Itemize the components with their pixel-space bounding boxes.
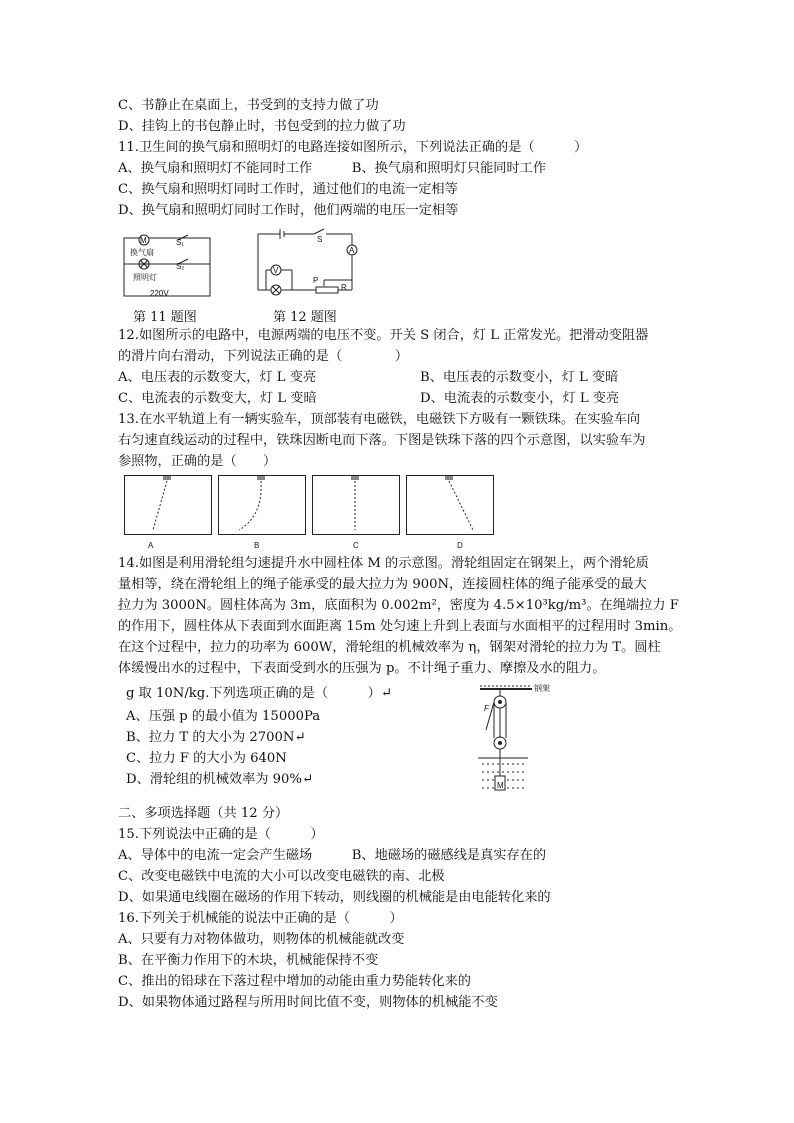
q11-option-c: C、换气扇和照明灯同时工作时，通过他们的电流一定相等 — [118, 182, 458, 197]
q14-stem-7: g 取 10N/kg.下列选项正确的是（ ）↵ — [126, 686, 392, 701]
q16-stem: 16.下列关于机械能的说法中正确的是（ ） — [118, 911, 403, 926]
q15-options-ab: A、导体中的电流一定会产生磁场 B、地磁场的磁感线是真实存在的 — [118, 848, 547, 863]
q12-option-b: B、电压表的示数变小，灯 L 变暗 — [420, 370, 619, 385]
q13-stem-1: 13.在水平轨道上有一辆实验车，顶部装有电磁铁，电磁铁下方吸有一颗铁珠。在实验车向 — [118, 412, 641, 427]
q10-option-c: C、书静止在桌面上，书受到的支持力做了功 — [118, 98, 379, 113]
q14-stem-2: 量相等，绕在滑轮组上的绳子能承受的最大拉力为 900N，连接圆柱体的绳子能承受的最大 — [118, 577, 647, 592]
q14-stem-3: 拉力为 3000N。圆柱体高为 3m，底面积为 0.002m²，密度为 4.5×10³kg/m³。在绳端拉力 F — [118, 598, 679, 613]
slider-p-label: P — [313, 276, 319, 285]
q13-stem-3: 参照物，正确的是（ ） — [118, 454, 277, 469]
q14-option-d: D、滑轮组的机械效率为 90%↵ — [126, 772, 314, 787]
fig13-panel-b — [218, 475, 306, 535]
q12-stem-2: 的滑片向右滑动，下列说法正确的是（ ） — [118, 349, 409, 364]
fig13-label-b: B — [254, 541, 260, 550]
q12-option-a: A、电压表的示数变大，灯 L 变亮 — [118, 370, 317, 385]
q15-stem: 15.下列说法中正确的是（ ） — [118, 827, 324, 842]
q11-stem: 11.卫生间的换气扇和照明灯的电路连接如图所示，下列说法正确的是（ ） — [118, 140, 588, 155]
ammeter-label: A — [349, 246, 355, 255]
section-2-heading: 二、多项选择题（共 12 分） — [118, 806, 289, 821]
fig13-panel-a — [124, 475, 212, 535]
q15-option-c: C、改变电磁铁中电流的大小可以改变电磁铁的南、北极 — [118, 869, 445, 884]
q14-stem-6: 体缓慢出水的过程中，下表面受到水的压强为 p。不计绳子重力、摩擦及水的阻力。 — [118, 661, 606, 676]
q11-options-ab: A、换气扇和照明灯不能同时工作 B、换气扇和照明灯只能同时工作 — [118, 161, 547, 176]
q15-option-d: D、如果通电线圈在磁场的作用下转动，则线圈的机械能是由电能转化来的 — [118, 890, 551, 905]
fig13-label-a: A — [148, 541, 154, 550]
voltmeter-label: V — [273, 266, 279, 275]
fig13-label-d: D — [457, 541, 463, 550]
switch-s-label: S — [317, 235, 323, 244]
switch-s2-label: S₂ — [176, 262, 185, 271]
q11-option-d: D、换气扇和照明灯同时工作时，他们两端的电压一定相等 — [118, 203, 459, 218]
fig13-panel-c — [312, 475, 400, 535]
q13-stem-2: 右匀速直线运动的过程中，铁珠因断电而下落。下图是铁珠下落的四个示意图，以实验车为 — [118, 433, 646, 448]
figure-14-pulley — [476, 686, 556, 798]
lamp-label: 照明灯 — [133, 273, 157, 282]
force-f-label: F — [484, 704, 489, 713]
fig13-panel-d — [406, 475, 494, 535]
cylinder-m-label: M — [497, 781, 504, 790]
fig11-caption: 第 11 题图 — [133, 310, 197, 325]
q14-stem-4: 的作用下，圆柱体从下表面到水面距离 15m 处匀速上升到上表面与水面相平的过程用时 3min。 — [118, 619, 682, 634]
q10-option-d: D、挂钩上的书包静止时，书包受到的拉力做了功 — [118, 119, 406, 134]
q14-option-c: C、拉力 F 的大小为 640N — [126, 751, 287, 766]
motor-label: M — [140, 236, 147, 245]
q12-option-d: D、电流表的示数变小，灯 L 变亮 — [420, 391, 620, 406]
fig13-label-c: C — [353, 541, 359, 550]
q14-stem-5: 在这个过程中，拉力的功率为 600W，滑轮组的机械效率为 η，钢架对滑轮的拉力为 T。圆柱 — [118, 640, 661, 655]
voltage-label: 220V — [150, 289, 169, 298]
steel-frame-label: 钢架 — [534, 684, 550, 693]
fig12-caption: 第 12 题图 — [273, 310, 337, 325]
q16-option-d: D、如果物体通过路程与所用时间比值不变，则物体的机械能不变 — [118, 995, 498, 1010]
q12-stem-1: 12.如图所示的电路中，电源两端的电压不变。开关 S 闭合，灯 L 正常发光。把滑动变阻器 — [118, 328, 649, 343]
q16-option-b: B、在平衡力作用下的木块，机械能保持不变 — [118, 953, 379, 968]
q12-option-c: C、电流表的示数变大，灯 L 变暗 — [118, 391, 317, 406]
resistor-r-label: R — [341, 283, 347, 292]
q16-option-a: A、只要有力对物体做功，则物体的机械能就改变 — [118, 932, 405, 947]
q14-option-a: A、压强 p 的最小值为 15000Pa — [126, 709, 321, 724]
q14-option-b: B、拉力 T 的大小为 2700N↵ — [126, 730, 306, 745]
q14-stem-1: 14.如图是利用滑轮组匀速提升水中圆柱体 M 的示意图。滑轮组固定在钢架上，两个滑轮质 — [118, 556, 649, 571]
switch-s1-label: S₁ — [176, 238, 185, 247]
q16-option-c: C、推出的铅球在下落过程中增加的动能由重力势能转化来的 — [118, 974, 471, 989]
fan-label: 换气扇 — [130, 248, 154, 257]
